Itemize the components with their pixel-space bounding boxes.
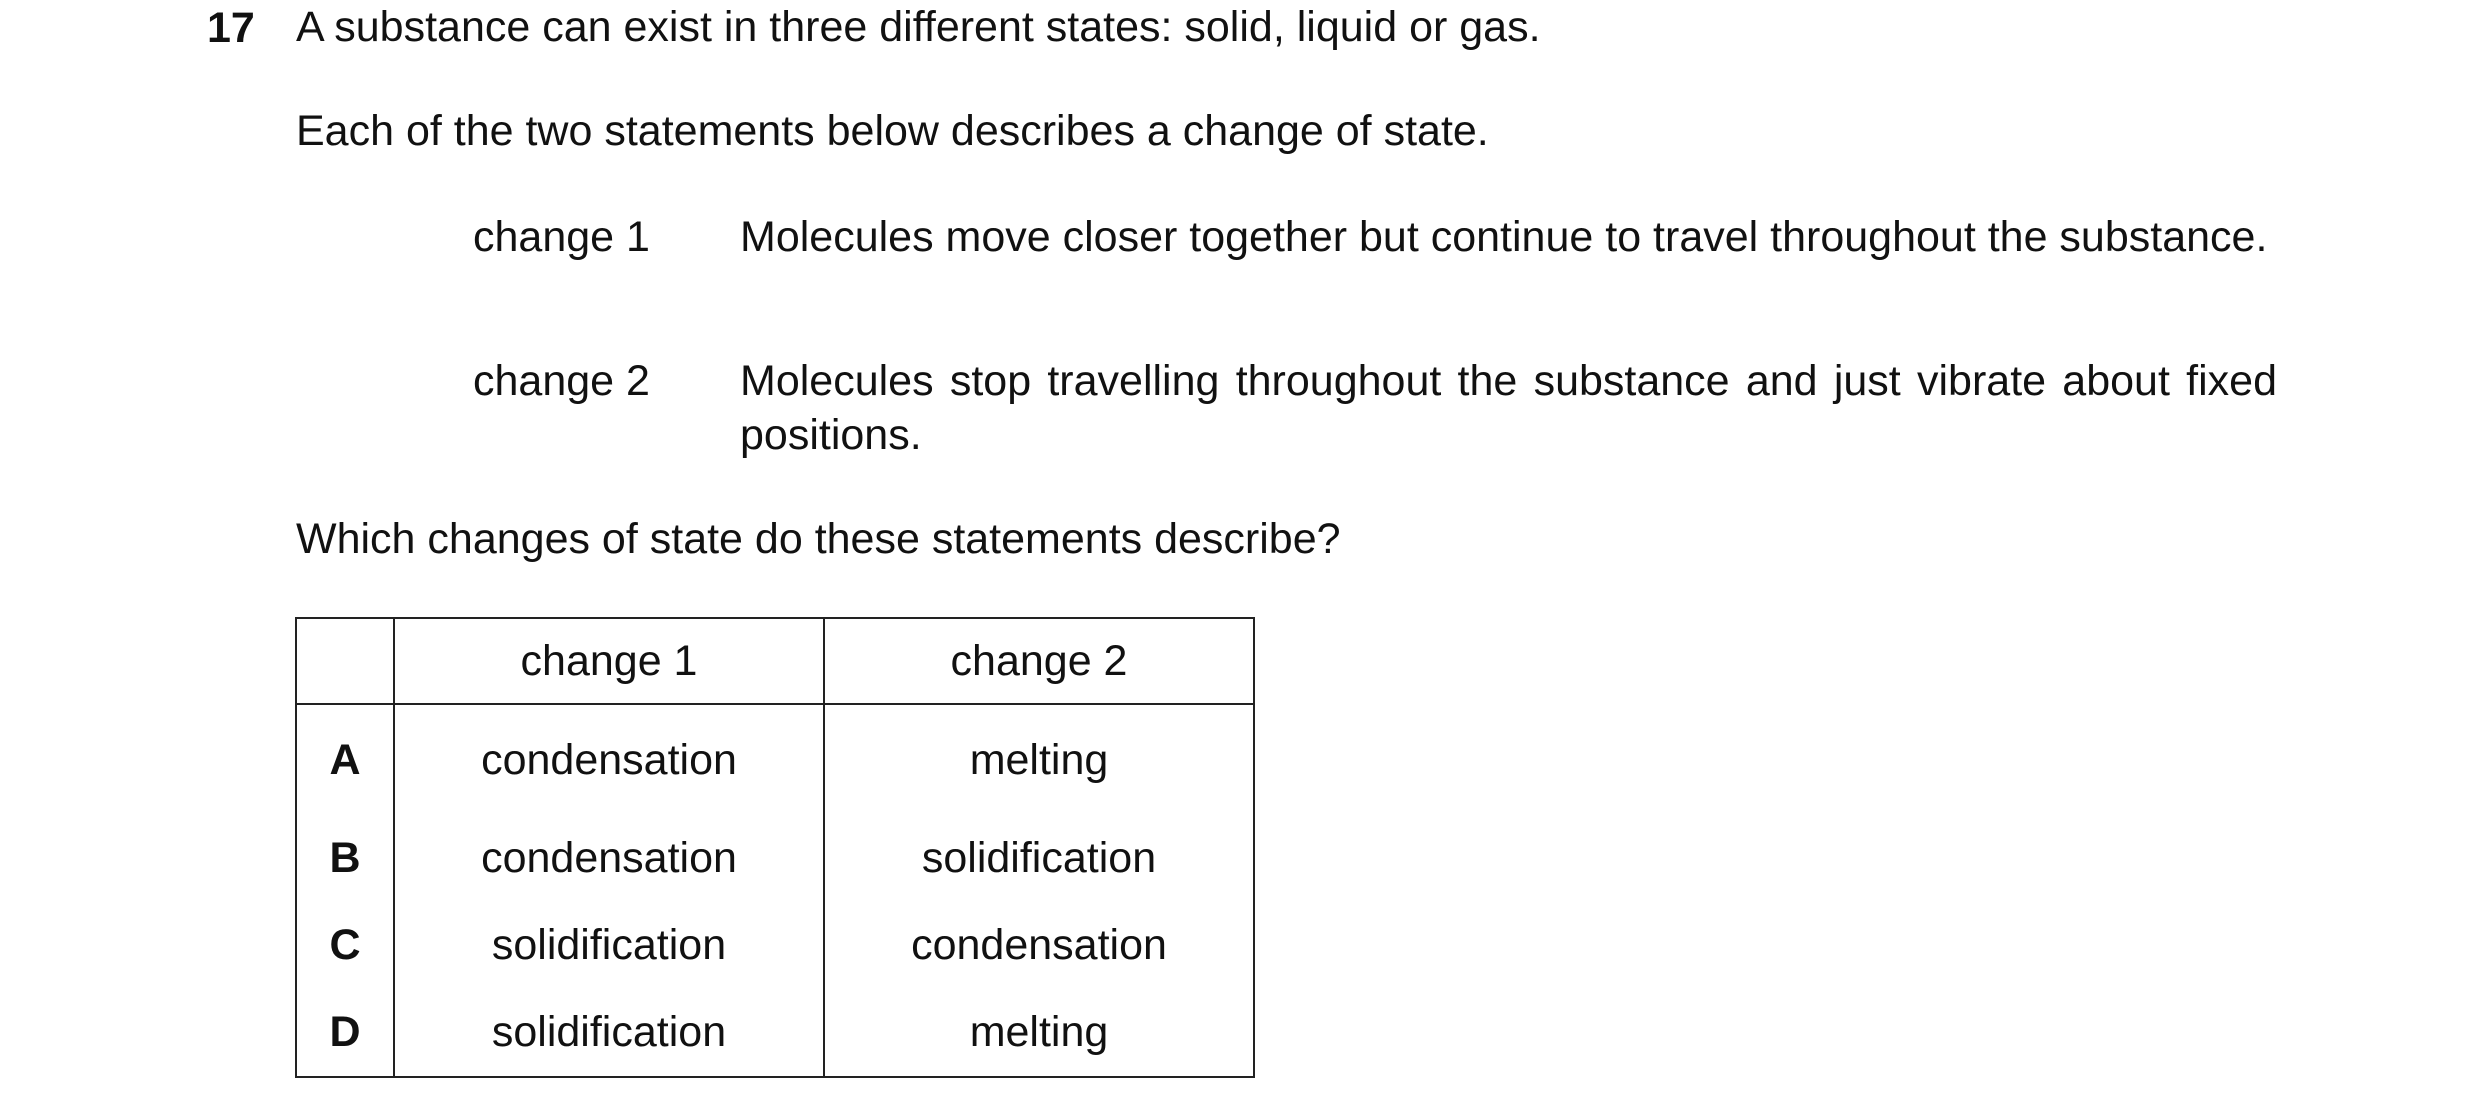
question-intro: Each of the two statements below describes a change of state. [296, 107, 1489, 155]
question-prompt: Which changes of state do these statements describe? [296, 515, 1341, 563]
option-change-2: solidification [824, 815, 1254, 902]
option-change-1: condensation [394, 815, 824, 902]
answer-options-table [295, 617, 1255, 1078]
change-1-description: Molecules move closer together but continue to travel throughout the substance. [740, 213, 2268, 261]
option-change-1: solidification [394, 989, 824, 1077]
change-2-description: Molecules stop travelling throughout the substance and just vibrate about fixed positions. [740, 357, 2277, 459]
table-header-blank [296, 618, 394, 704]
question-stem: A substance can exist in three different states: solid, liquid or gas. [296, 3, 1541, 51]
option-letter: D [296, 989, 394, 1077]
table-row-option-b[interactable] [296, 815, 1254, 902]
change-2-label: change 2 [473, 357, 650, 405]
table-row-option-a[interactable] [296, 704, 1254, 815]
option-change-2: melting [824, 704, 1254, 815]
table-row-option-d[interactable] [296, 989, 1254, 1077]
option-change-2: melting [824, 989, 1254, 1077]
option-change-2: condensation [824, 902, 1254, 989]
table-header-change-2: change 2 [824, 618, 1254, 704]
option-change-1: solidification [394, 902, 824, 989]
option-letter: C [296, 902, 394, 989]
question-number: 17 [207, 4, 255, 52]
option-letter: B [296, 815, 394, 902]
option-change-1: condensation [394, 704, 824, 815]
change-1-label: change 1 [473, 213, 650, 261]
table-header-change-1: change 1 [394, 618, 824, 704]
table-header-row [296, 618, 1254, 704]
table-row-option-c[interactable] [296, 902, 1254, 989]
option-letter: A [296, 704, 394, 815]
